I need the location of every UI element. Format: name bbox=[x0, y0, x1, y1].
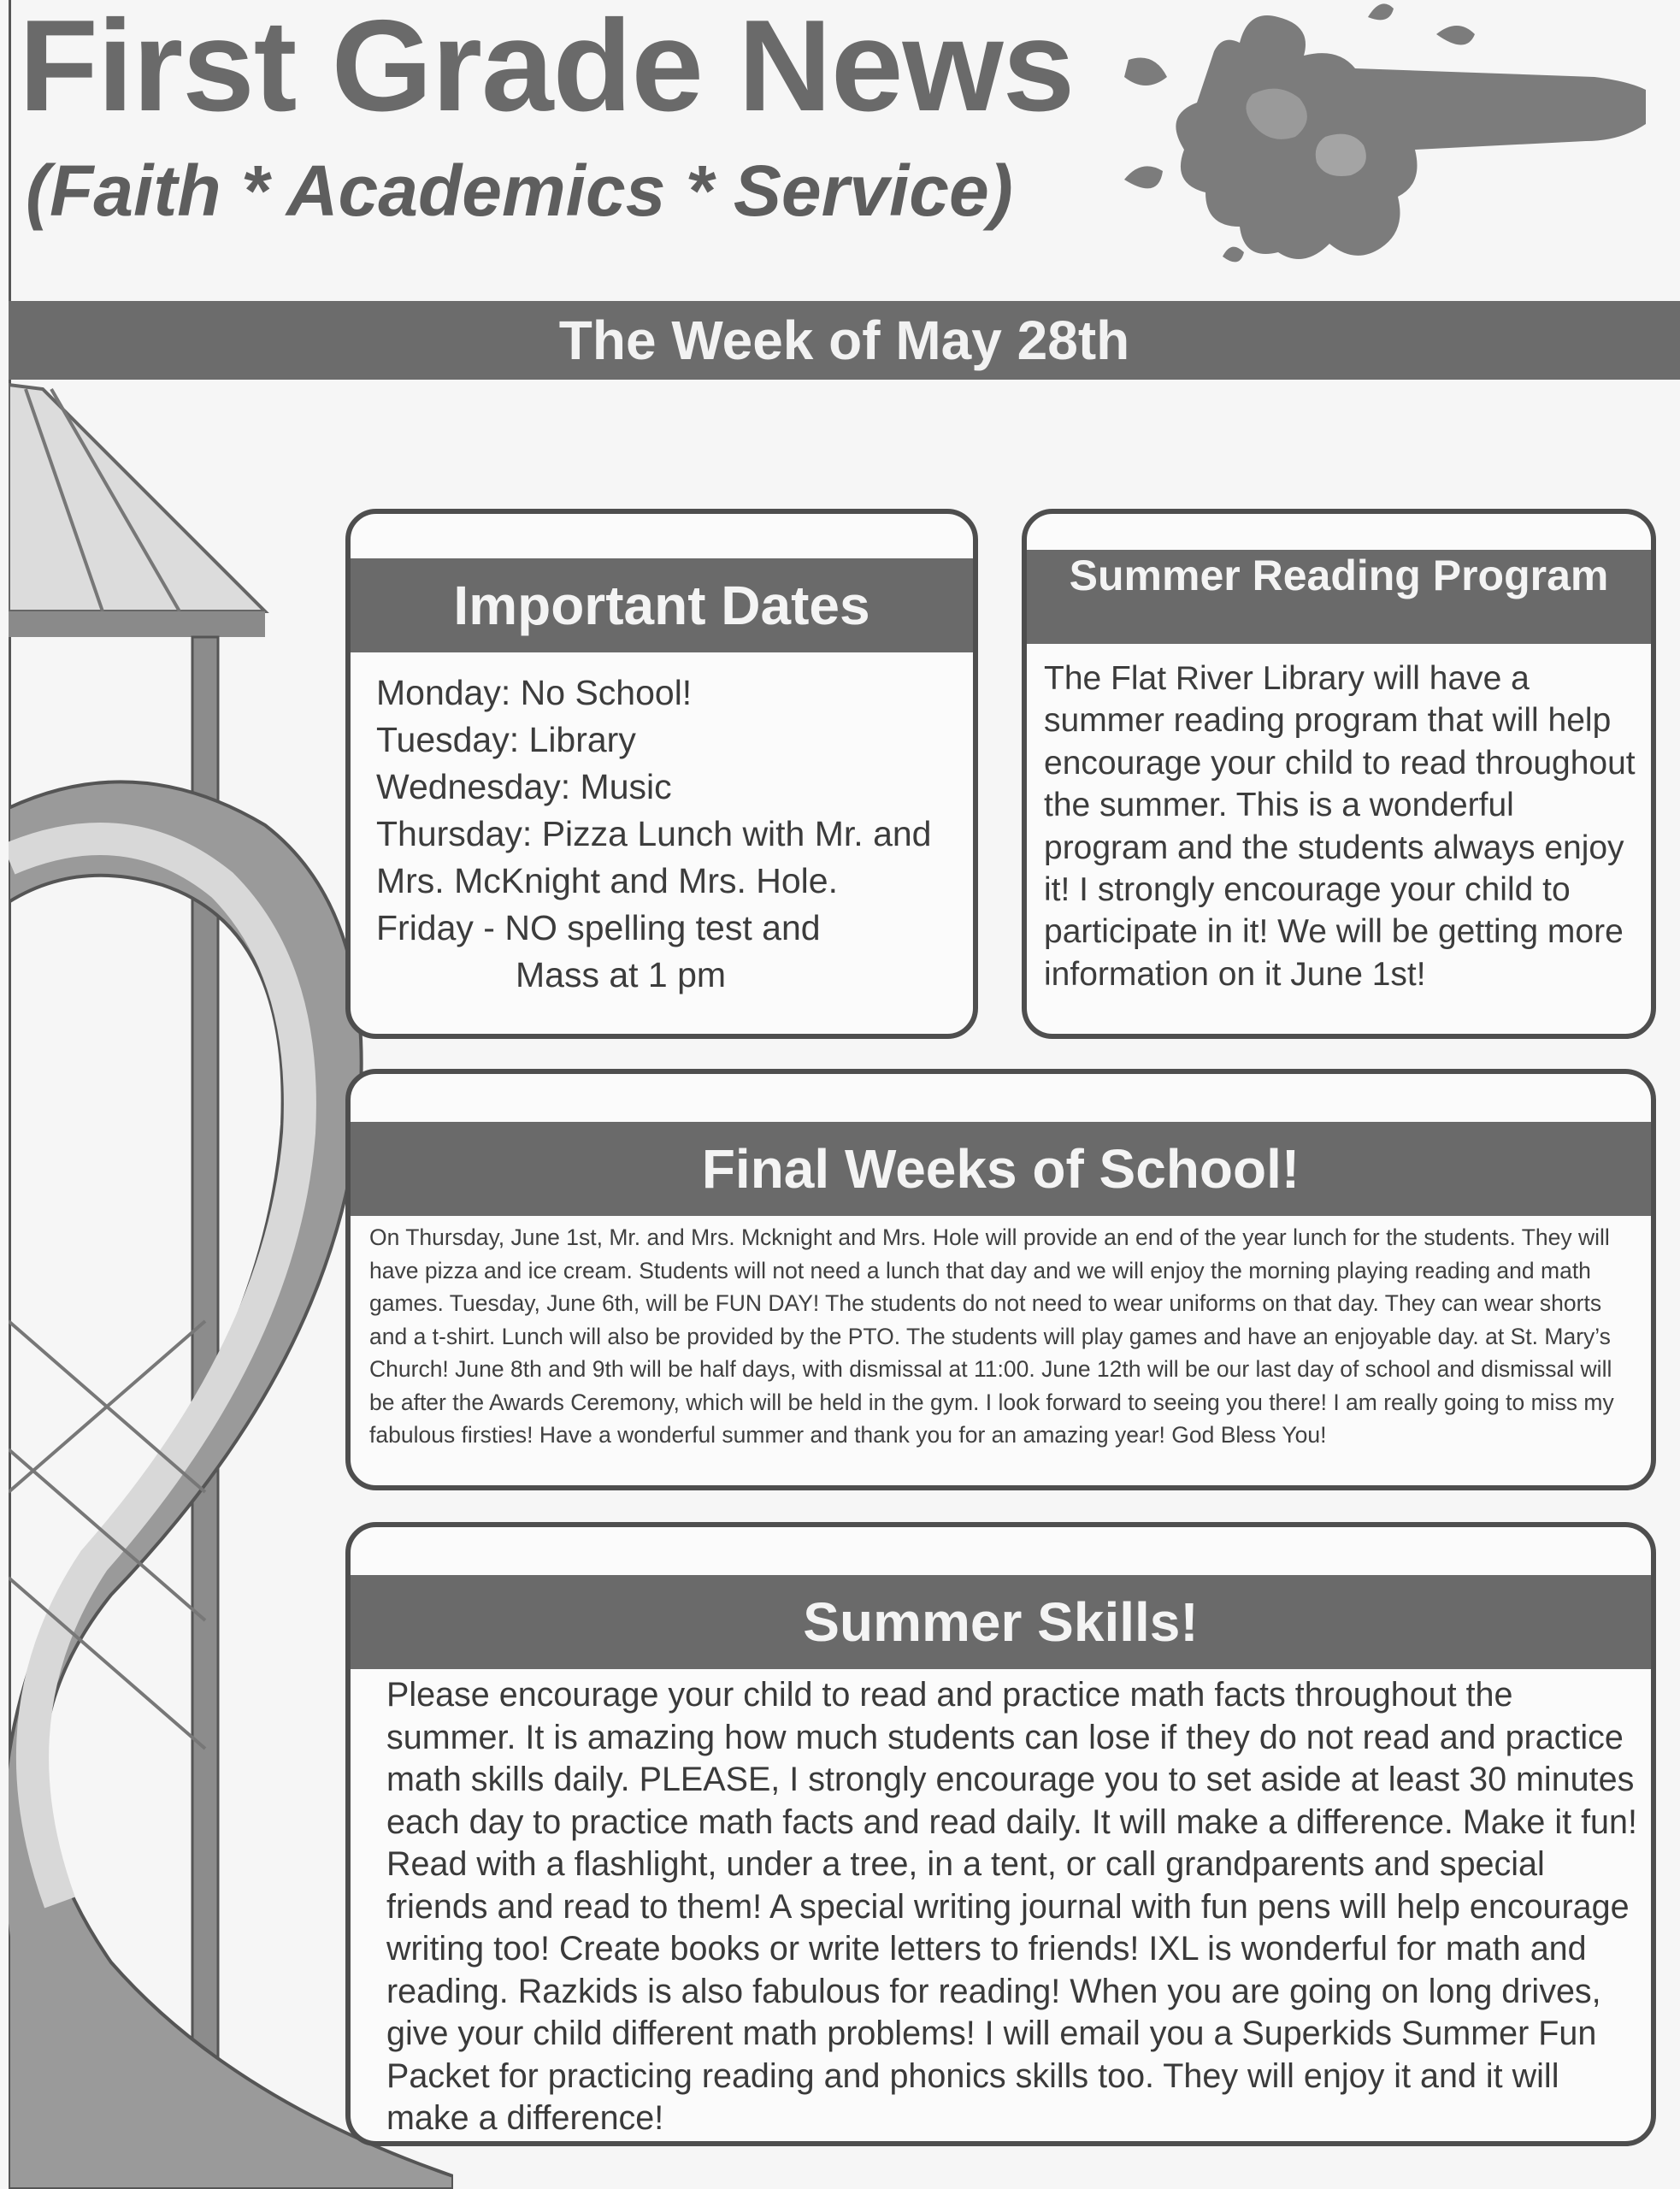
final-weeks-card bbox=[345, 1069, 1656, 1490]
date-item-monday: Monday: No School! bbox=[376, 673, 693, 712]
summer-reading-heading: Summer Reading Program bbox=[1027, 550, 1651, 644]
important-dates-card bbox=[345, 509, 978, 1039]
final-weeks-heading: Final Weeks of School! bbox=[351, 1122, 1651, 1216]
date-item-friday: Friday - NO spelling test and bbox=[376, 908, 821, 947]
summer-skills-body: Please encourage your child to read and practice math facts throughout the summer. It is amazing how much students can lose if they do not read and practice math skills daily. PLEASE, I strongly encourage you to set aside at least 30 minutes each day to practice math facts and read daily. It will make a difference. Make it fun! Read with a flashlight, under a tree, in a tent, or call grandparents and special friends and read to them! A special writing journal with fun pens will help encourage writing too! Create books or write letters to friends! IXL is wonderful for math and reading. Razkids is also fabulous for reading! When you are going on long drives, give your child different math problems! I will email you a Superkids Summer Fun Packet for practicing reading and phonics skills too. They will enjoy it and it will make a difference! bbox=[386, 1676, 1637, 2137]
important-dates-heading: Important Dates bbox=[351, 558, 973, 652]
date-item-tuesday: Tuesday: Library bbox=[376, 720, 636, 759]
newsletter-title: First Grade News bbox=[19, 0, 1075, 139]
date-item-wednesday: Wednesday: Music bbox=[376, 767, 672, 806]
important-dates-list bbox=[351, 670, 973, 999]
summer-skills-heading: Summer Skills! bbox=[351, 1575, 1651, 1669]
summer-reading-card bbox=[1022, 509, 1656, 1039]
final-weeks-body: On Thursday, June 1st, Mr. and Mrs. Mcknight and Mrs. Hole will provide an end of the year lunch for the students. They will have pizza and ice cream. Students will not need a lunch that day and we will enjoy the morning playing reading and math games. Tuesday, June 6th, will be FUN DAY! The students do not need to wear uniforms on that day. They can wear shorts and a t-shirt. Lunch will also be provided by the PTO. The students will play games and have an enjoyable day. at St. Mary’s Church! June 8th and 9th will be half days, with dismissal at 11:00. June 12th will be our last day of school and dismissal will be after the Awards Ceremony, which will be held in the gym. I look forward to seeing you there! I am really going to miss my fabulous firsties! Have a wonderful summer and thank you for an amazing year! God Bless You! bbox=[369, 1224, 1614, 1448]
newsletter-subtitle: (Faith * Academics * Service) bbox=[26, 150, 1013, 231]
summer-reading-body: The Flat River Library will have a summer reading program that will help encourage your child to read throughout the summer. This is a wonderful program and the students always enjoy it! I strongly encourage your child to participate in it! We will be getting more information on it June 1st! bbox=[1044, 660, 1636, 993]
date-item-friday-continued: Mass at 1 pm bbox=[516, 955, 727, 994]
week-banner: The Week of May 28th bbox=[9, 301, 1680, 380]
date-item-thursday-continued: Mrs. McKnight and Mrs. Hole. bbox=[376, 861, 838, 900]
date-item-thursday: Thursday: Pizza Lunch with Mr. and bbox=[376, 814, 932, 853]
paint-splat-graphic bbox=[1111, 0, 1680, 308]
summer-skills-card bbox=[345, 1522, 1656, 2146]
